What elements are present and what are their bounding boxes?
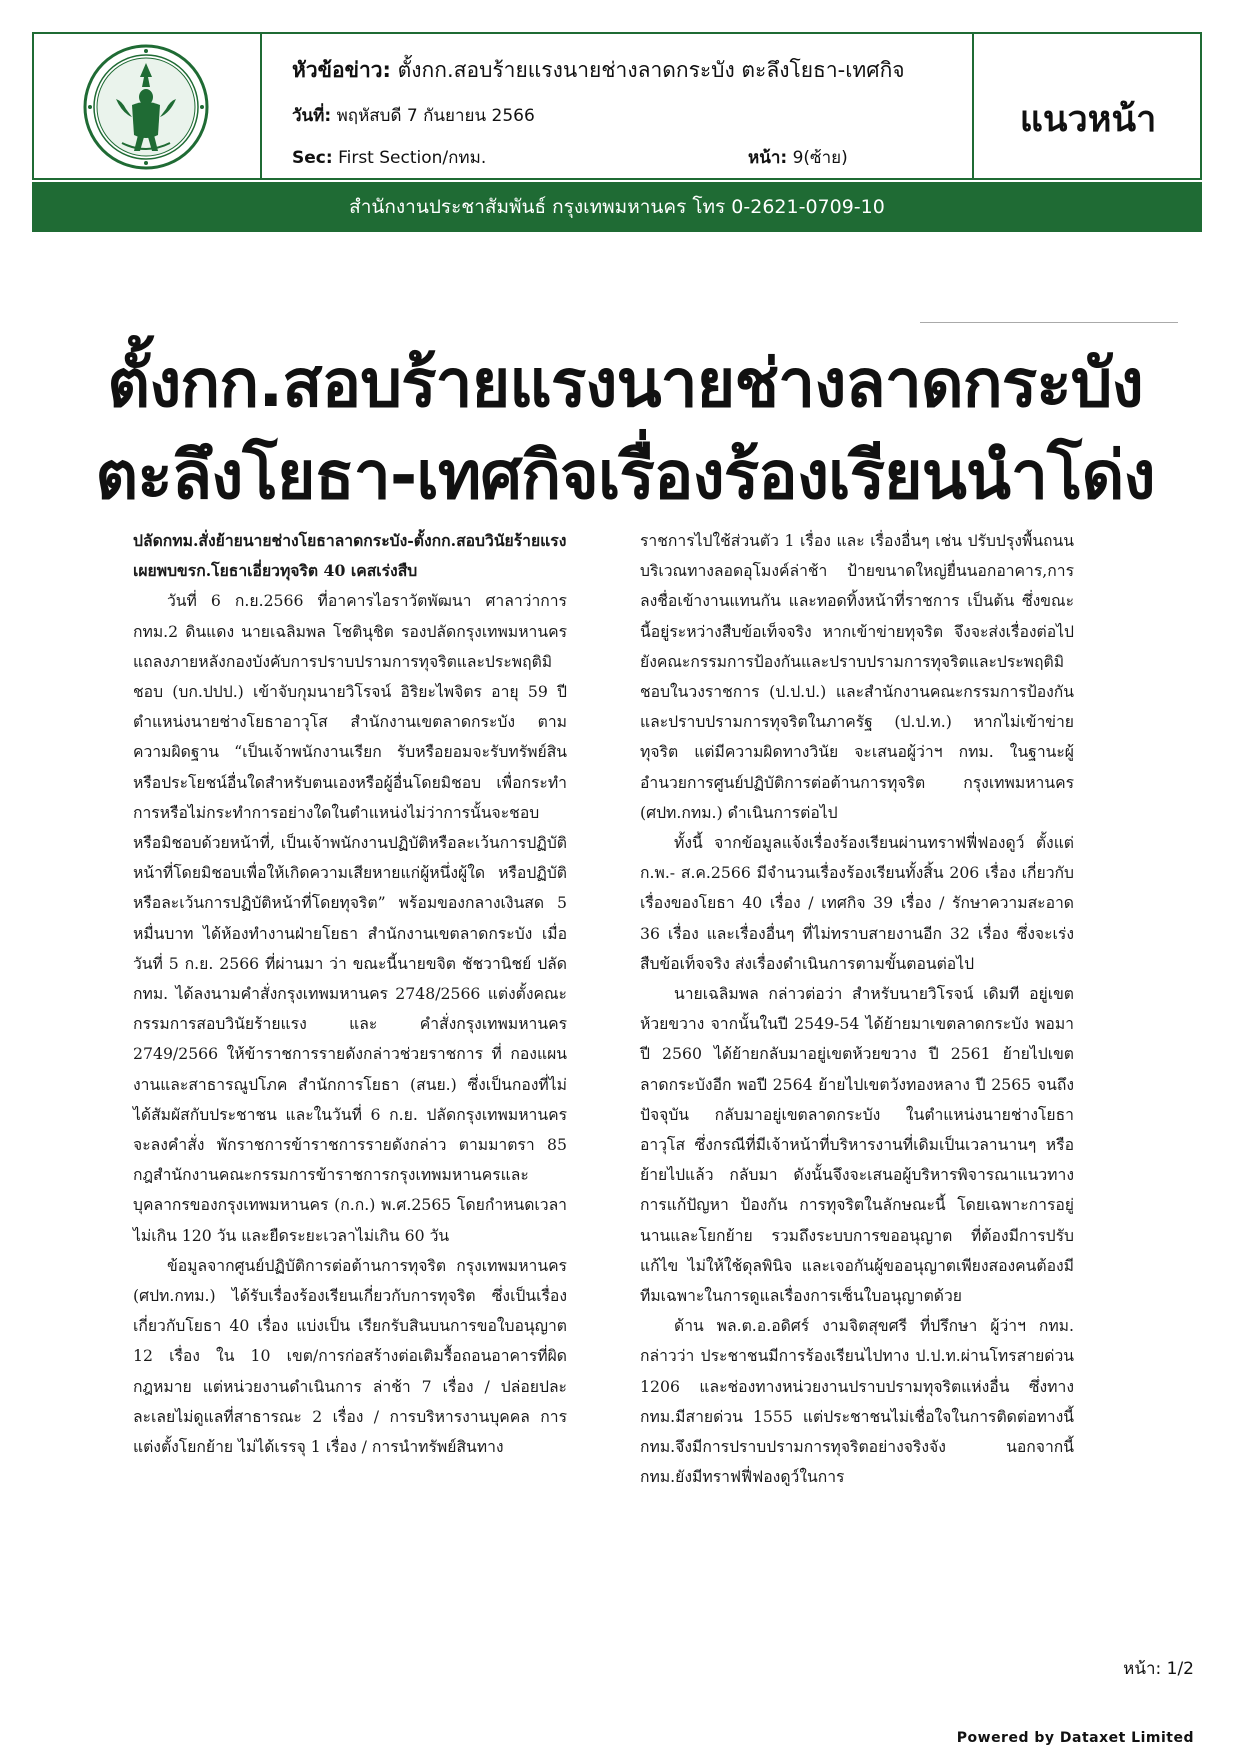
- headline-line-1: ตั้งกก.สอบร้ายแรงนายช่างลาดกระบัง: [107, 345, 1143, 422]
- article-headline: [80, 338, 1170, 522]
- article-column-right: [640, 526, 1074, 1493]
- date-value: พฤหัสบดี 7 กันยายน 2566: [336, 106, 535, 126]
- divider: [920, 322, 1178, 323]
- headline-line-2: ตะลึงโยธา-เทศกิจเรื่องร้องเรียนนำโด่ง: [95, 437, 1155, 514]
- newspaper-name: แนวหน้า: [1019, 99, 1157, 140]
- sec-value: First Section/กทม.: [338, 148, 487, 168]
- page-row: [748, 144, 848, 171]
- article-paragraph: วันที่ 6 ก.ย.2566 ที่อาคารไอราวัตพัฒนา ศาลาว่าการ กทม.2 ดินแดง นายเฉลิมพล โชตินุชิต รองปลัดกรุงเทพมหานคร แถลงภายหลังกองบังคับการปราบปรามการทุจริตและประพฤติมิชอบ (บก.ปปป.) เข้าจับกุมนายวิโรจน์ อิริยะไพจิตร อายุ 59 ปี ตำแหน่งนายช่างโยธาอาวุโส สำนักงานเขตลาดกระบัง ตามความผิดฐาน “เป็นเจ้าพนักงานเรียก รับหรือยอมจะรับทรัพย์สินหรือประโยชน์อื่นใดสำหรับตนเองหรือผู้อื่นโดยมิชอบ เพื่อกระทำการหรือไม่กระทำการอย่างใดในตำแหน่งไม่ว่าการนั้นจะชอบหรือมิชอบด้วยหน้าที่, เป็นเจ้าพนักงานปฏิบัติหรือละเว้นการปฏิบัติหน้าที่โดยมิชอบเพื่อให้เกิดความเสียหายแก่ผู้หนึ่งผู้ใด หรือปฏิบัติหรือละเว้นการปฏิบัติหน้าที่โดยทุจริต” พร้อมของกลางเงินสด 5 หมื่นบาท ได้ห้องทำงานฝ่ายโยธา สำนักงานเขตลาดกระบัง เมื่อวันที่ 5 ก.ย. 2566 ที่ผ่านมา ว่า ขณะนี้นายขจิต ชัชวานิชย์ ปลัดกทม. ได้ลงนามคำสั่งกรุงเทพมหานคร 2748/2566 แต่งตั้งคณะกรรมการสอบวินัยร้ายแรง และ คำสั่งกรุงเทพมหานคร 2749/2566 ให้ข้าราชการรายดังกล่าวช่วยราชการ ที่ กองแผนงานและสาธารณูปโภค สำนักการโยธา (สนย.) ซึ่งเป็นกองที่ไม่ได้สัมผัสกับประชาชน และในวันที่ 6 ก.ย. ปลัดกรุงเทพมหานคร จะลงคำสั่ง พักราชการข้าราชการรายดังกล่าว ตามมาตรา 85 กฎสำนักงานคณะกรรมการข้าราชการกรุงเทพมหานครและบุคลากรของกรุงเทพมหานคร (ก.ก.) พ.ศ.2565 โดยกำหนดเวลาไม่เกิน 120 วัน และยืดระยะเวลาไม่เกิน 60 วัน: [133, 591, 567, 1245]
- article-paragraph: ทั้งนี้ จากข้อมูลแจ้งเรื่องร้องเรียนผ่านทราฟฟี่ฟองดูว์ ตั้งแต่ ก.พ.- ส.ค.2566 มีจำนวนเรื่องร้องเรียนทั้งสิ้น 206 เรื่อง เกี่ยวกับเรื่องของโยธา 40 เรื่อง / เทศกิจ 39 เรื่อง / รักษาความสะอาด 36 เรื่อง และเรื่องอื่นๆ ที่ไม่ทราบสายงานอีก 32 เรื่อง ซึ่งจะเร่งสืบข้อเท็จจริง ส่งเรื่องดำเนินการตามขั้นตอนต่อไป: [640, 833, 1074, 973]
- page-label: หน้า:: [748, 148, 788, 168]
- sec-label: Sec:: [292, 148, 333, 168]
- headline-label: หัวข้อข่าว:: [292, 58, 391, 82]
- date-row: [292, 102, 535, 129]
- section-row: [292, 144, 486, 171]
- footer-credit: Powered by Dataxet Limited: [956, 1730, 1194, 1746]
- logo-cell: [34, 34, 262, 180]
- date-label: วันที่:: [292, 106, 332, 126]
- page-number: หน้า: 1/2: [1123, 1659, 1194, 1679]
- headline-row: [292, 54, 952, 87]
- headline-value: ตั้งกก.สอบร้ายแรงนายช่างลาดกระบัง ตะลึงโยธา-เทศกิจ: [397, 58, 905, 82]
- article-paragraph: ข้อมูลจากศูนย์ปฏิบัติการต่อต้านการทุจริต กรุงเทพมหานคร (ศปท.กทม.) ได้รับเรื่องร้องเรียนเกี่ยวกับการทุจริต ซึ่งเป็นเรื่องเกี่ยวกับโยธา 40 เรื่อง แบ่งเป็น เรียกรับสินบนการขอใบอนุญาต 12 เรื่อง ใน 10 เขต/การก่อสร้างต่อเติมรื้อถอนอาคารที่ผิดกฎหมาย แต่หน่วยงานดำเนินการ ล่าช้า 7 เรื่อง / ปล่อยปละละเลยไม่ดูแลที่สาธารณะ 2 เรื่อง / การบริหารงานบุคคล การแต่งตั้งโยกย้าย ไม่ได้เรรจุ 1 เรื่อง / การนำทรัพย์สินทาง: [133, 1255, 567, 1457]
- page-value: 9(ซ้าย): [792, 148, 848, 168]
- article-paragraph: ด้าน พล.ต.อ.อดิศร์ งามจิตสุขศรี ที่ปรึกษา ผู้ว่าฯ กทม. กล่าวว่า ประชาชนมีการร้องเรียนไปทาง ป.ป.ท.ผ่านโทรสายด่วน 1206 และช่องทางหน่วยงานปราบปรามทุจริตแห่งอื่น ซึ่งทาง กทม.มีสายด่วน 1555 แต่ประชาชนไม่เชื่อใจในการติดต่อทางนี้ กทม.จึงมีการปราบปรามการทุจริตอย่างจริงจัง นอกจากนี้ กทม.ยังมีทราฟฟี่ฟองดูว์ในการ: [640, 1316, 1074, 1487]
- newspaper-cell: [974, 34, 1202, 180]
- article-paragraph: ราชการไปใช้ส่วนตัว 1 เรื่อง และ เรื่องอื่นๆ เช่น ปรับปรุงพื้นถนนบริเวณทางลอดอุโมงค์ล่าช้า ป้ายขนาดใหญ่ยื่นนอกอาคาร,การลงชื่อเข้างานแทนกัน และทอดทิ้งหน้าที่ราชการ เป็นต้น ซึ่งขณะนี้อยู่ระหว่างสืบข้อเท็จจริง หากเข้าข่ายทุจริต จึงจะส่งเรื่องต่อไปยังคณะกรรมการป้องกันและปราบปรามการทุจริตและประพฤติมิชอบในวงราชการ (ป.ป.ป.) และสำนักงานคณะกรรมการป้องกันและปราบปรามการทุจริตในภาครัฐ (ป.ป.ท.) หากไม่เข้าข่ายทุจริต แต่มีความผิดทางวินัย จะเสนอผู้ว่าฯ กทม. ในฐานะผู้อำนวยการศูนย์ปฏิบัติการต่อต้านการทุจริต กรุงเทพมหานคร (ศปท.กทม.) ดำเนินการต่อไป: [640, 531, 1074, 822]
- article-paragraph: นายเฉลิมพล กล่าวต่อว่า สำหรับนายวิโรจน์ เดิมที อยู่เขตห้วยขวาง จากนั้นในปี 2549-54 ได้ย้ายมาเขตลาดกระบัง พอมาปี 2560 ได้ย้ายกลับมาอยู่เขตห้วยขวาง ปี 2561 ย้ายไปเขตลาดกระบังอีก พอปี 2564 ย้ายไปเขตวังทองหลาง ปี 2565 จนถึงปัจจุบัน กลับมาอยู่เขตลาดกระบัง ในตำแหน่งนายช่างโยธาอาวุโส ซึ่งกรณีที่มีเจ้าหน้าที่บริหารงานที่เดิมเป็นเวลานานๆ หรือย้ายไปแล้ว กลับมา ดังนั้นจึงจะเสนอผู้บริหารพิจารณาแนวทางการแก้ปัญหา ป้องกัน การทุจริตในลักษณะนี้ โดยเฉพาะการอยู่นานและโยกย้าย รวมถึงระบบการขออนุญาต ที่ต้องมีการปรับแก้ไข ไม่ให้ใช้ดุลพินิจ และเจอกันผู้ขออนุญาตเพียงสองคนต้องมีทีมเฉพาะในการดูแลเรื่องการเซ็นใบอนุญาตด้วย: [640, 984, 1074, 1306]
- clipping-info: [262, 34, 974, 180]
- clipping-header: [32, 32, 1202, 180]
- article-column-left: [133, 526, 567, 1462]
- bangkok-emblem-icon: [82, 43, 210, 171]
- contact-bar: สำนักงานประชาสัมพันธ์ กรุงเทพมหานคร โทร 0-2621-0709-10: [32, 182, 1202, 232]
- article-lead: ปลัดกทม.สั่งย้ายนายช่างโยธาลาดกระบัง-ตั้งกก.สอบวินัยร้ายแรง เผยพบขรก.โยธาเอี่ยวทุจริต 40 เคสเร่งสืบ: [133, 531, 567, 581]
